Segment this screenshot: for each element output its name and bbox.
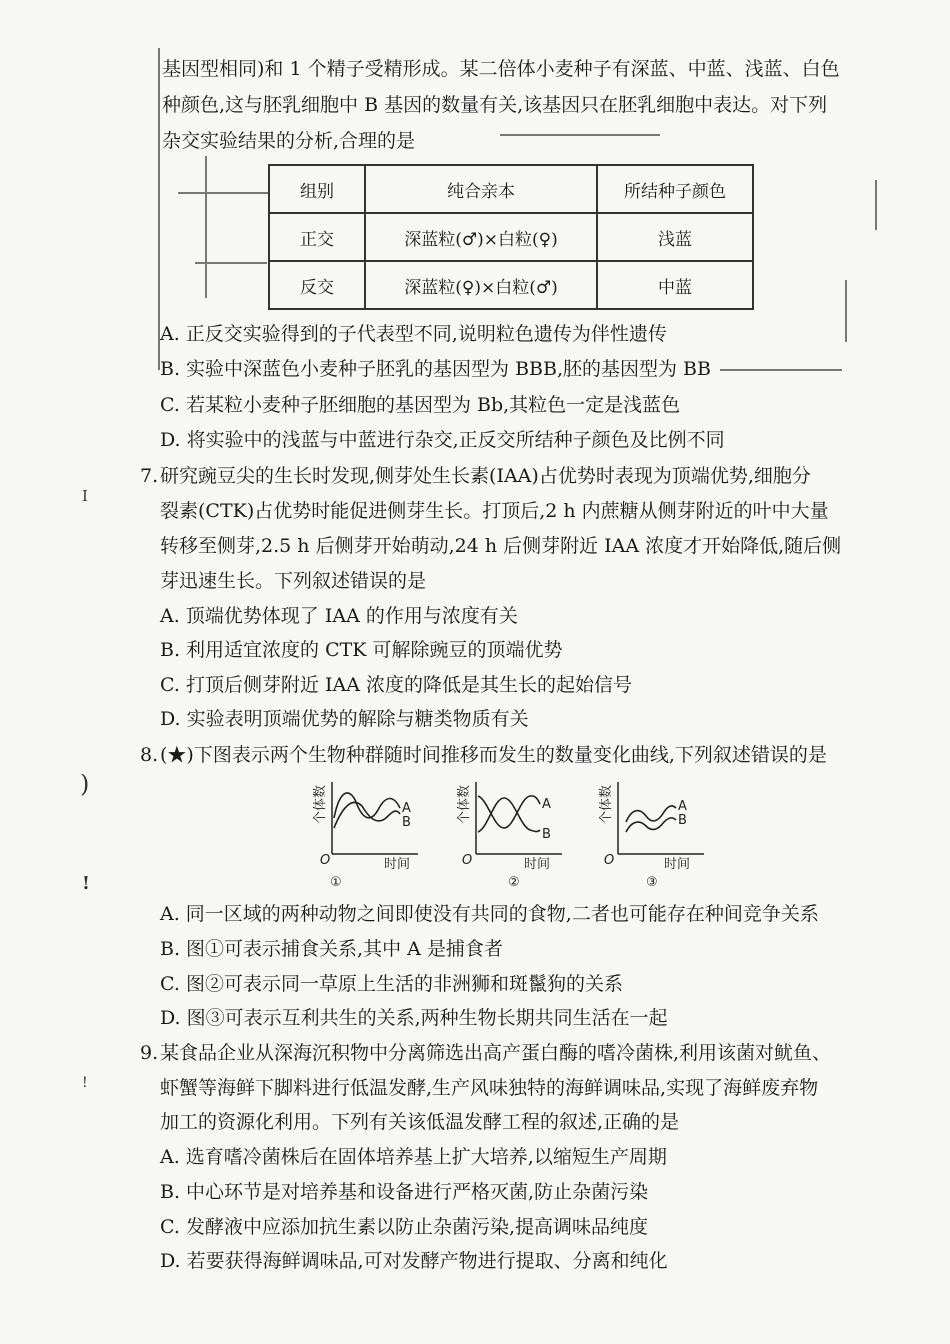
- q8-stem: (★)下图表示两个生物种群随时间推移而发生的数量变化曲线,下列叙述错误的是: [160, 744, 827, 766]
- population-graph-2: [450, 778, 570, 893]
- table-header: 纯合亲本: [365, 165, 597, 213]
- q7-option-a: A. 顶端优势体现了 IAA 的作用与浓度有关: [160, 605, 518, 627]
- population-graph-3: [592, 778, 712, 893]
- scan-line: [178, 192, 268, 194]
- graph-origin: O: [604, 853, 615, 868]
- q8-option-c: C. 图②可表示同一草原上生活的非洲狮和斑鬣狗的关系: [160, 973, 623, 995]
- q7-option-d: D. 实验表明顶端优势的解除与糖类物质有关: [160, 708, 529, 730]
- graph-x-label: 时间: [384, 857, 411, 872]
- series-label-b: B: [678, 813, 687, 828]
- q8-number: 8.: [140, 744, 159, 766]
- scan-line: [720, 369, 842, 371]
- scan-line: [845, 280, 847, 342]
- q6-option-b: B. 实验中深蓝色小麦种子胚乳的基因型为 BBB,胚的基因型为 BB: [160, 358, 711, 380]
- q7-stem-line: 研究豌豆尖的生长时发现,侧芽处生长素(IAA)占优势时表现为顶端优势,细胞分: [160, 465, 811, 487]
- q8-option-b: B. 图①可表示捕食关系,其中 A 是捕食者: [160, 938, 503, 960]
- graph-caption: ②: [508, 875, 520, 890]
- q8-option-d: D. 图③可表示互利共生的关系,两种生物长期共同生活在一起: [160, 1007, 668, 1029]
- graph-x-label: 时间: [524, 857, 551, 872]
- table-cell: 中蓝: [597, 261, 753, 309]
- table-row: [269, 261, 753, 309]
- table-cell: 浅蓝: [597, 213, 753, 261]
- graph-x-label: 时间: [664, 857, 691, 872]
- q9-stem-line: 虾蟹等海鲜下脚料进行低温发酵,生产风味独特的海鲜调味品,实现了海鲜废弃物: [160, 1077, 819, 1099]
- cross-experiment-table: [268, 164, 754, 310]
- q8-option-a: A. 同一区域的两种动物之间即使没有共同的食物,二者也可能存在种间竞争关系: [160, 903, 819, 925]
- q9-number: 9.: [140, 1042, 159, 1064]
- series-label-b: B: [542, 827, 551, 842]
- q6-option-c: C. 若某粒小麦种子胚细胞的基因型为 Bb,其粒色一定是浅蓝色: [160, 394, 681, 416]
- scan-line: [195, 262, 267, 264]
- q9-stem-line: 某食品企业从深海沉积物中分离筛选出高产蛋白酶的嗜冷菌株,利用该菌对鱿鱼、: [160, 1042, 832, 1064]
- population-graph-1: [306, 778, 426, 893]
- margin-mark: !: [82, 873, 90, 894]
- table-header: 组别: [269, 165, 365, 213]
- series-label-a: A: [542, 797, 551, 812]
- q7-stem-line: 芽迅速生长。下列叙述错误的是: [160, 570, 427, 592]
- margin-mark: I: [82, 487, 88, 505]
- scan-line: [875, 180, 877, 230]
- table-cell: 深蓝粒(♂)×白粒(♀): [365, 213, 597, 261]
- graph-y-label: 个体数: [599, 784, 614, 824]
- scan-line: [205, 156, 207, 298]
- graph-caption: ①: [330, 875, 342, 890]
- graph-y-label: 个体数: [313, 784, 328, 824]
- scan-line: [500, 134, 660, 136]
- margin-mark: ): [80, 770, 90, 798]
- q9-option-b: B. 中心环节是对培养基和设备进行严格灭菌,防止杂菌污染: [160, 1181, 649, 1203]
- q9-option-d: D. 若要获得海鲜调味品,可对发酵产物进行提取、分离和纯化: [160, 1250, 668, 1272]
- graph-y-label: 个体数: [457, 784, 472, 824]
- graph-origin: O: [320, 853, 331, 868]
- series-label-b: B: [402, 815, 411, 830]
- series-label-a: A: [678, 799, 687, 814]
- table-cell: 正交: [269, 213, 365, 261]
- graph-origin: O: [462, 853, 473, 868]
- q7-option-c: C. 打顶后侧芽附近 IAA 浓度的降低是其生长的起始信号: [160, 674, 632, 696]
- table-header: 所结种子颜色: [597, 165, 753, 213]
- table-header-row: [269, 165, 753, 213]
- q6-option-a: A. 正反交实验得到的子代表型不同,说明粒色遗传为伴性遗传: [160, 323, 667, 345]
- q9-stem-line: 加工的资源化利用。下列有关该低温发酵工程的叙述,正确的是: [160, 1111, 680, 1133]
- q6-option-d: D. 将实验中的浅蓝与中蓝进行杂交,正反交所结种子颜色及比例不同: [160, 429, 725, 451]
- table-cell: 反交: [269, 261, 365, 309]
- q7-option-b: B. 利用适宜浓度的 CTK 可解除豌豆的顶端优势: [160, 639, 563, 661]
- q7-number: 7.: [140, 465, 159, 487]
- q6-stem-line: 种颜色,这与胚乳细胞中 B 基因的数量有关,该基因只在胚乳细胞中表达。对下列: [162, 94, 828, 116]
- margin-mark: !: [82, 1075, 88, 1091]
- table-row: [269, 213, 753, 261]
- graph-caption: ③: [646, 875, 658, 890]
- q6-stem-line: 杂交实验结果的分析,合理的是: [162, 130, 416, 152]
- series-label-a: A: [402, 801, 411, 816]
- q6-stem-line: 基因型相同)和 1 个精子受精形成。某二倍体小麦种子有深蓝、中蓝、浅蓝、白色: [162, 58, 840, 80]
- q9-option-a: A. 选育嗜冷菌株后在固体培养基上扩大培养,以缩短生产周期: [160, 1146, 667, 1168]
- q7-stem-line: 裂素(CTK)占优势时能促进侧芽生长。打顶后,2 h 内蔗糖从侧芽附近的叶中大量: [160, 500, 829, 522]
- table-cell: 深蓝粒(♀)×白粒(♂): [365, 261, 597, 309]
- q9-option-c: C. 发酵液中应添加抗生素以防止杂菌污染,提高调味品纯度: [160, 1216, 648, 1238]
- q7-stem-line: 转移至侧芽,2.5 h 后侧芽开始萌动,24 h 后侧芽附近 IAA 浓度才开始降低,随后侧: [160, 535, 842, 557]
